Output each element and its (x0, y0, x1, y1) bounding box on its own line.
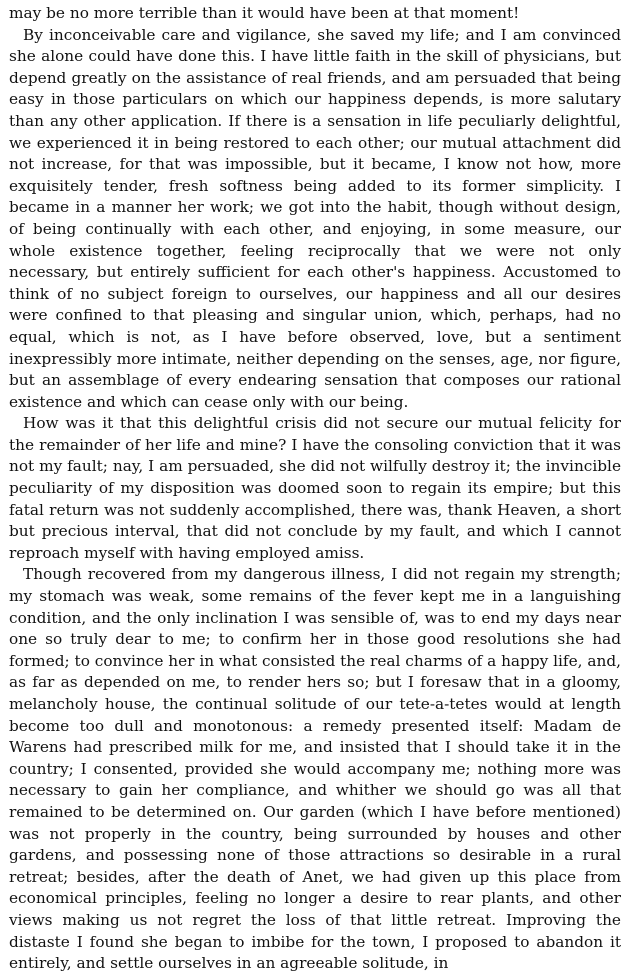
book-page-text (9, 3, 621, 975)
paragraph-country-retreat: Though recovered from my dangerous illness, I did not regain my strength; my stomach was weak, some remains of the fever kept me in a languishing condition, and the only inclination I was sensible of, was to end my days near one so truly dear to me; to confirm her in those good resolutions she had formed; to convince her in what consisted the real charms of a happy life, and, as far as depended on me, to render hers so; but I foresaw that in a gloomy, melancholy house, the continual solitude of our tete-a-tetes would at length become too dull and monotonous: a remedy presented itself: Madam de Warens had prescribed milk for me, and insisted that I should take it in the country; I consented, provided she would accompany me; nothing more was necessary to gain her compliance, and whither we should go was all that remained to be determined on. Our garden (which I have before mentioned) was not properly in the country, being surrounded by houses and other gardens, and possessing none of those attractions so desirable in a rural retreat; besides, after the death of Anet, we had given up this place from economical principles, feeling no longer a desire to rear plants, and other views making us not regret the loss of that little retreat. Improving the distaste I found she began to imbibe for the town, I proposed to abandon it entirely, and settle ourselves in an agreeable solitude, in (9, 565, 621, 973)
paragraph-continued: may be no more terrible than it would have been at that moment! (9, 4, 520, 22)
paragraph-recovery: By inconceivable care and vigilance, she saved my life; and I am convinced she alone could have done this. I have little faith in the skill of physicians, but depend greatly on the assistance of real friends, and am persuaded that being easy in those particulars on which our happiness depends, is more salutary than any other application. If there is a sensation in life peculiarly delightful, we experienced it in being restored to each other; our mutual attachment did not increase, for that was impossible, but it became, I know not how, more exquisitely tender, fresh softness being added to its former simplicity. I became in a manner her work; we got into the habit, though without design, of being continually with each other, and enjoying, in some measure, our whole existence together, feeling reciprocally that we were not only necessary, but entirely sufficient for each other's happiness. Accustomed to think of no subject foreign to ourselves, our happiness and all our desires were confined to that pleasing and singular union, which, perhaps, had no equal, which is not, as I have before observed, love, but a sentiment inexpressibly more intimate, neither depending on the senses, age, nor figure, but an assemblage of every endearing sensation that composes our rational existence and which can cease only with our being. (9, 25, 621, 411)
paragraph-crisis: How was it that this delightful crisis did not secure our mutual felicity for the remainder of her life and mine? I have the consoling conviction that it was not my fault; nay, I am persuaded, she did not wilfully destroy it; the invincible peculiarity of my disposition was doomed soon to regain its empire; but this fatal return was not suddenly accomplished, there was, thank Heaven, a short but precious interval, that did not conclude by my fault, and which I cannot reproach myself with having employed amiss. (9, 414, 621, 562)
